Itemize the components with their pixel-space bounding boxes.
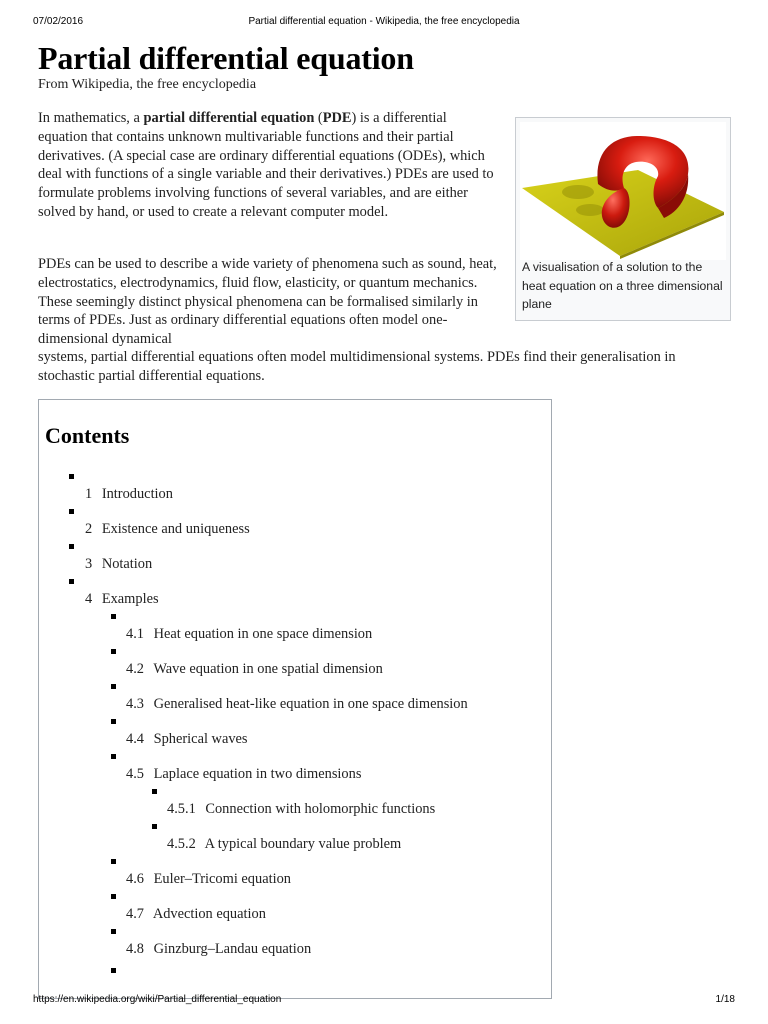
toc-bullet (111, 894, 116, 899)
toc-link[interactable] (126, 696, 468, 713)
toc-number: 4.6 (126, 871, 144, 887)
toc-number: 4.4 (126, 731, 144, 747)
print-footer (33, 994, 735, 1008)
toc-item-1[interactable] (39, 474, 539, 509)
print-page-number: 1/18 (715, 994, 735, 1005)
toc-item-4-7[interactable] (39, 894, 539, 929)
toc-bullet (69, 509, 74, 514)
toc-bullet (69, 579, 74, 584)
print-page-title: Partial differential equation - Wikipedia, the free encyclopedia (248, 16, 520, 27)
toc-bullet (111, 929, 116, 934)
toc-label: Advection equation (152, 906, 266, 922)
toc-link[interactable] (126, 941, 311, 958)
toc-number: 4 (85, 591, 93, 607)
toc-bullet (111, 719, 116, 724)
toc-label: Notation (101, 556, 153, 572)
toc-label: Introduction (101, 486, 173, 502)
toc-label: A typical boundary value problem (204, 836, 402, 852)
toc-link[interactable] (167, 836, 401, 853)
toc-title: Contents (45, 423, 130, 448)
toc-bullet (69, 474, 74, 479)
toc-label: Wave equation in one spatial dimension (153, 661, 383, 677)
toc-label: Generalised heat-like equation in one space dimension (153, 696, 468, 712)
toc-number: 4.2 (126, 661, 144, 677)
toc-label: Spherical waves (153, 731, 248, 747)
toc-bullet (111, 614, 116, 619)
toc-item-4-1[interactable] (39, 614, 539, 649)
toc-link[interactable] (85, 591, 159, 608)
toc-link[interactable] (126, 766, 361, 783)
toc-item-3[interactable] (39, 544, 539, 579)
toc-number: 4.5.2 (167, 836, 196, 852)
toc-item-4-5-1[interactable] (39, 789, 539, 824)
toc-label: Connection with holomorphic functions (205, 801, 436, 817)
toc-label: Laplace equation in two dimensions (153, 766, 362, 782)
toc-link[interactable] (85, 521, 250, 538)
toc-trailing-bullet (111, 968, 116, 973)
intro-paragraph: In mathematics, a partial differential equation (PDE) is a differential equation that contains unknown multivariable functions and their partial derivatives. (A special case are ordinary differential equations (ODEs), which deal with functions of a single variable and their derivatives.) PDEs are used to formulate problems involving functions of several variables, and are either solved by hand, or used to create a relevant computer model. (38, 110, 494, 220)
print-url: https://en.wikipedia.org/wiki/Partial_differential_equation (33, 994, 282, 1005)
thumbnail-caption: A visualisation of a solution to the heat equation on a three dimensional plane (522, 260, 723, 311)
toc-number: 4.8 (126, 941, 144, 957)
toc-item-4-4[interactable] (39, 719, 539, 754)
toc-link[interactable] (126, 871, 291, 888)
toc-bullet (111, 754, 116, 759)
toc-link[interactable] (126, 661, 383, 678)
toc-label: Ginzburg–Landau equation (153, 941, 312, 957)
toc-link[interactable] (167, 801, 435, 818)
toc-link[interactable] (126, 906, 266, 923)
thumbnail-figure (515, 117, 731, 321)
toc-label: Existence and uniqueness (101, 521, 250, 537)
toc-number: 4.3 (126, 696, 144, 712)
toc-label: Euler–Tricomi equation (153, 871, 291, 887)
toc-item-4-5[interactable] (39, 754, 539, 789)
toc-link[interactable] (85, 486, 173, 503)
site-subtitle: From Wikipedia, the free encyclopedia (38, 77, 257, 92)
page-title: Partial differential equation (38, 40, 414, 76)
toc-item-4-5-2[interactable] (39, 824, 539, 859)
toc-item-2[interactable] (39, 509, 539, 544)
heat-equation-image[interactable] (520, 122, 726, 260)
toc-link[interactable] (85, 556, 152, 573)
toc-number: 1 (85, 486, 93, 502)
toc-label: Examples (101, 591, 159, 607)
toc-number: 4.5 (126, 766, 144, 782)
toc-bullet (111, 859, 116, 864)
applications-paragraph: PDEs can be used to describe a wide variety of phenomena such as sound, heat, electrostatics, electrodynamics, fluid flow, elasticity, or quantum mechanics. These seemingly distinct physical phenomena can be formalised similarly in terms of PDEs. Just as ordinary differential equations often model one-dimensional dynamical (38, 256, 497, 348)
toc-bullet (152, 824, 157, 829)
print-date: 07/02/2016 (33, 16, 84, 27)
toc-item-4-2[interactable] (39, 649, 539, 684)
toc-number: 3 (85, 556, 93, 572)
toc-item-4-6[interactable] (39, 859, 539, 894)
toc-bullet (111, 649, 116, 654)
toc-number: 4.1 (126, 626, 144, 642)
toc-item-4-8[interactable] (39, 929, 539, 964)
toc-bullet (111, 684, 116, 689)
toc-number: 2 (85, 521, 93, 537)
toc-link[interactable] (126, 626, 372, 643)
term-pde[interactable]: partial differential equation (143, 110, 315, 126)
term-pde-abbr: PDE (322, 110, 352, 126)
toc-link[interactable] (126, 731, 248, 748)
applications-paragraph-continued: systems, partial differential equations often model multidimensional systems. PDEs find their generalisation in stochastic partial differential equations. (38, 349, 676, 384)
toc-item-4-3[interactable] (39, 684, 539, 719)
toc-number: 4.5.1 (167, 801, 196, 817)
print-header (33, 16, 735, 30)
toc-label: Heat equation in one space dimension (153, 626, 373, 642)
table-of-contents (38, 399, 552, 999)
toc-bullet (69, 544, 74, 549)
toc-item-4[interactable] (39, 579, 539, 614)
toc-bullet (152, 789, 157, 794)
toc-number: 4.7 (126, 906, 144, 922)
